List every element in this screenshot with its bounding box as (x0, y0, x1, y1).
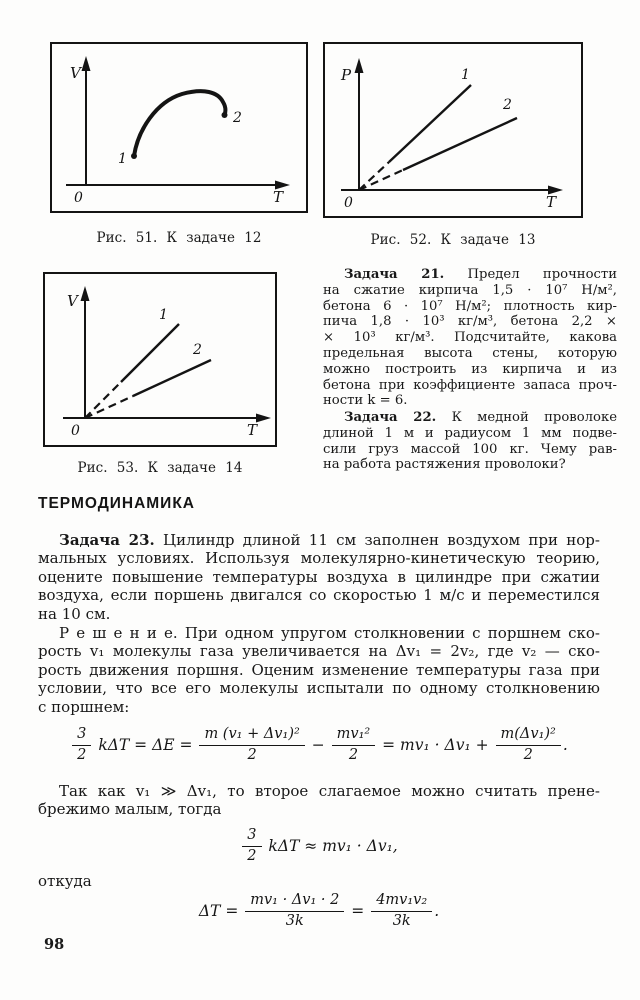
task-22-paragraph (323, 410, 617, 473)
fig53-x-axis-label: T (247, 421, 258, 439)
formula-text: = mv₁ · Δv₁ + (377, 736, 494, 754)
text-line: на сжатие кирпича 1,5 · 10⁷ Н/м², (323, 282, 617, 298)
text-line: на 10 см. (38, 604, 111, 623)
fraction-denominator: 3k (392, 912, 411, 929)
text-line: с поршнем: (38, 697, 130, 716)
formula-approximation (38, 824, 600, 868)
fraction (72, 726, 91, 764)
figure-52 (323, 42, 583, 218)
text-line: предельная высота стены, которую (323, 345, 617, 361)
bold-run: Задача 22. (344, 410, 437, 425)
fig51-origin-label: 0 (74, 190, 83, 206)
fig52-line1-solid (389, 85, 471, 162)
fig51-state-point-1 (131, 153, 137, 159)
fraction (242, 827, 261, 865)
fig53-line1-label: 1 (159, 307, 168, 323)
text-line: мальных условиях. Используя молекулярно-кинетическую теорию, (38, 549, 600, 568)
text-line: можно построить из кирпича и из (323, 361, 617, 377)
fig53-x-arrow-icon (256, 414, 271, 423)
text-line: оцените повышение температуры воздуха в цилиндре при сжатии (38, 567, 600, 586)
fig53-y-axis-label: V (67, 292, 78, 310)
text-line: бетона при коэффициенте запаса проч- (323, 377, 617, 393)
fraction-denominator: 2 (523, 746, 533, 763)
fraction-numerator: m (v₁ + Δv₁)² (199, 726, 304, 745)
fig53-line2-solid (133, 360, 211, 396)
text-line: воздуха, если поршень двигался со скоростью 1 м/с и переместился (38, 586, 600, 605)
fig52-y-axis-label: P (341, 66, 352, 84)
formula-text: − (306, 736, 330, 754)
text-line: рость v₁ молекулы газа увеличивается на Δv₁ = 2v₂, где v₂ — ско- (38, 642, 600, 661)
fraction-denominator: 3k (285, 912, 304, 929)
fig53-origin-label: 0 (71, 423, 80, 439)
formula-energy-balance (38, 722, 600, 768)
fig53-line1-dashed (85, 382, 121, 418)
text-line: бетона 6 · 10⁷ Н/м²; плотность кир- (323, 298, 617, 314)
text-line: Так как v₁ ≫ Δv₁, то второе слагаемое можно считать прене- (59, 782, 600, 800)
fig51-y-axis-label: V (70, 64, 81, 82)
text-line: × 10³ кг/м³. Подсчитайте, какова (323, 330, 617, 346)
task-23-paragraph (38, 531, 600, 623)
fraction-denominator: 2 (348, 746, 359, 763)
fig51-process-curve (134, 91, 225, 156)
fig52-line2-solid (403, 118, 517, 170)
fraction-numerator: m(Δv₁)² (496, 726, 561, 745)
text-line: на работа растяжения проволоки? (323, 457, 566, 473)
text-line: брежимо малым, тогда (38, 800, 222, 819)
text-line: длиной 1 м и радиусом 1 мм подве- (323, 425, 617, 441)
fig52-graph (325, 44, 581, 216)
fraction-numerator: 3 (242, 827, 261, 846)
fraction (496, 726, 561, 764)
fig51-x-axis-label: T (273, 188, 284, 206)
text-line: пича 1,8 · 10³ кг/м³, бетона 2,2 × (323, 314, 617, 330)
formula-delta-t-result (38, 888, 600, 934)
figure-51 (50, 42, 308, 213)
text-line: Задача 23. Цилиндр длиной 11 см заполнен воздухом при нор- (59, 531, 600, 549)
text-line: ности k = 6. (323, 393, 408, 409)
fraction-numerator: mv₁² (332, 726, 376, 745)
formula-text: = (346, 902, 370, 920)
text-line: Р е ш е н и е. При одном упругом столкновении с поршнем ско- (59, 624, 600, 642)
formula-text: ΔT = (198, 902, 244, 920)
solution-paragraph-1 (38, 624, 600, 716)
fig52-origin-label: 0 (344, 195, 353, 211)
fraction-numerator: 3 (72, 726, 91, 745)
fraction (371, 892, 432, 930)
fig51-graph (52, 44, 306, 211)
fig51-y-arrow-icon (82, 56, 91, 71)
fraction-numerator: 4mv₁v₂ (371, 892, 432, 911)
fig52-line2-dashed (359, 170, 403, 190)
fraction-denominator: 2 (247, 746, 257, 763)
fig52-line1-label: 1 (461, 67, 470, 83)
figure-51-caption: Рис. 51. К задаче 12 (96, 230, 262, 246)
fig52-line2-label: 2 (503, 97, 512, 113)
otkuda-label: откуда (38, 872, 92, 890)
page-number: 98 (44, 936, 65, 953)
fraction-denominator: 2 (77, 746, 87, 763)
text-line: рость движения поршня. Оценим изменение температуры газа при (38, 660, 600, 679)
formula-text: kΔT = ΔE = (93, 736, 198, 754)
figure-53 (43, 272, 277, 447)
text-line: Задача 21. Предел прочности (344, 267, 618, 282)
bold-run: Задача 23. (59, 531, 155, 549)
text-line: Задача 22. К медной проволоке (344, 410, 617, 425)
bold-run: Задача 21. (344, 267, 445, 282)
task-21-paragraph (323, 267, 617, 409)
fig52-y-arrow-icon (355, 58, 364, 73)
fraction (245, 892, 344, 930)
text-line: сили груз массой 100 кг. Чему рав- (323, 441, 617, 457)
fig51-point2-label: 2 (233, 110, 242, 126)
fraction-denominator: 2 (247, 847, 257, 864)
text-line: условии, что все его молекулы испытали по одному столкновению (38, 679, 600, 698)
fraction-numerator: mv₁ · Δv₁ · 2 (245, 892, 344, 911)
fig53-line1-solid (121, 324, 179, 382)
fig53-graph (45, 274, 275, 445)
fig52-line1-dashed (359, 162, 389, 190)
section-heading: ТЕРМОДИНАМИКА (38, 495, 195, 512)
fig51-state-point-2 (222, 112, 228, 118)
formula-text: kΔT ≈ mv₁ · Δv₁, (263, 837, 398, 855)
fraction (332, 726, 376, 764)
figure-52-caption: Рис. 52. К задаче 13 (370, 232, 536, 248)
fig53-line2-dashed (85, 396, 133, 418)
fig53-line2-label: 2 (193, 342, 202, 358)
solution-paragraph-2 (38, 782, 600, 819)
fig51-point1-label: 1 (118, 151, 127, 167)
formula-text: . (434, 902, 440, 920)
figure-53-caption: Рис. 53. К задаче 14 (77, 460, 243, 476)
fraction (199, 726, 304, 764)
fig52-x-axis-label: T (546, 193, 557, 211)
formula-text: . (562, 736, 568, 754)
fig53-y-arrow-icon (81, 286, 90, 301)
